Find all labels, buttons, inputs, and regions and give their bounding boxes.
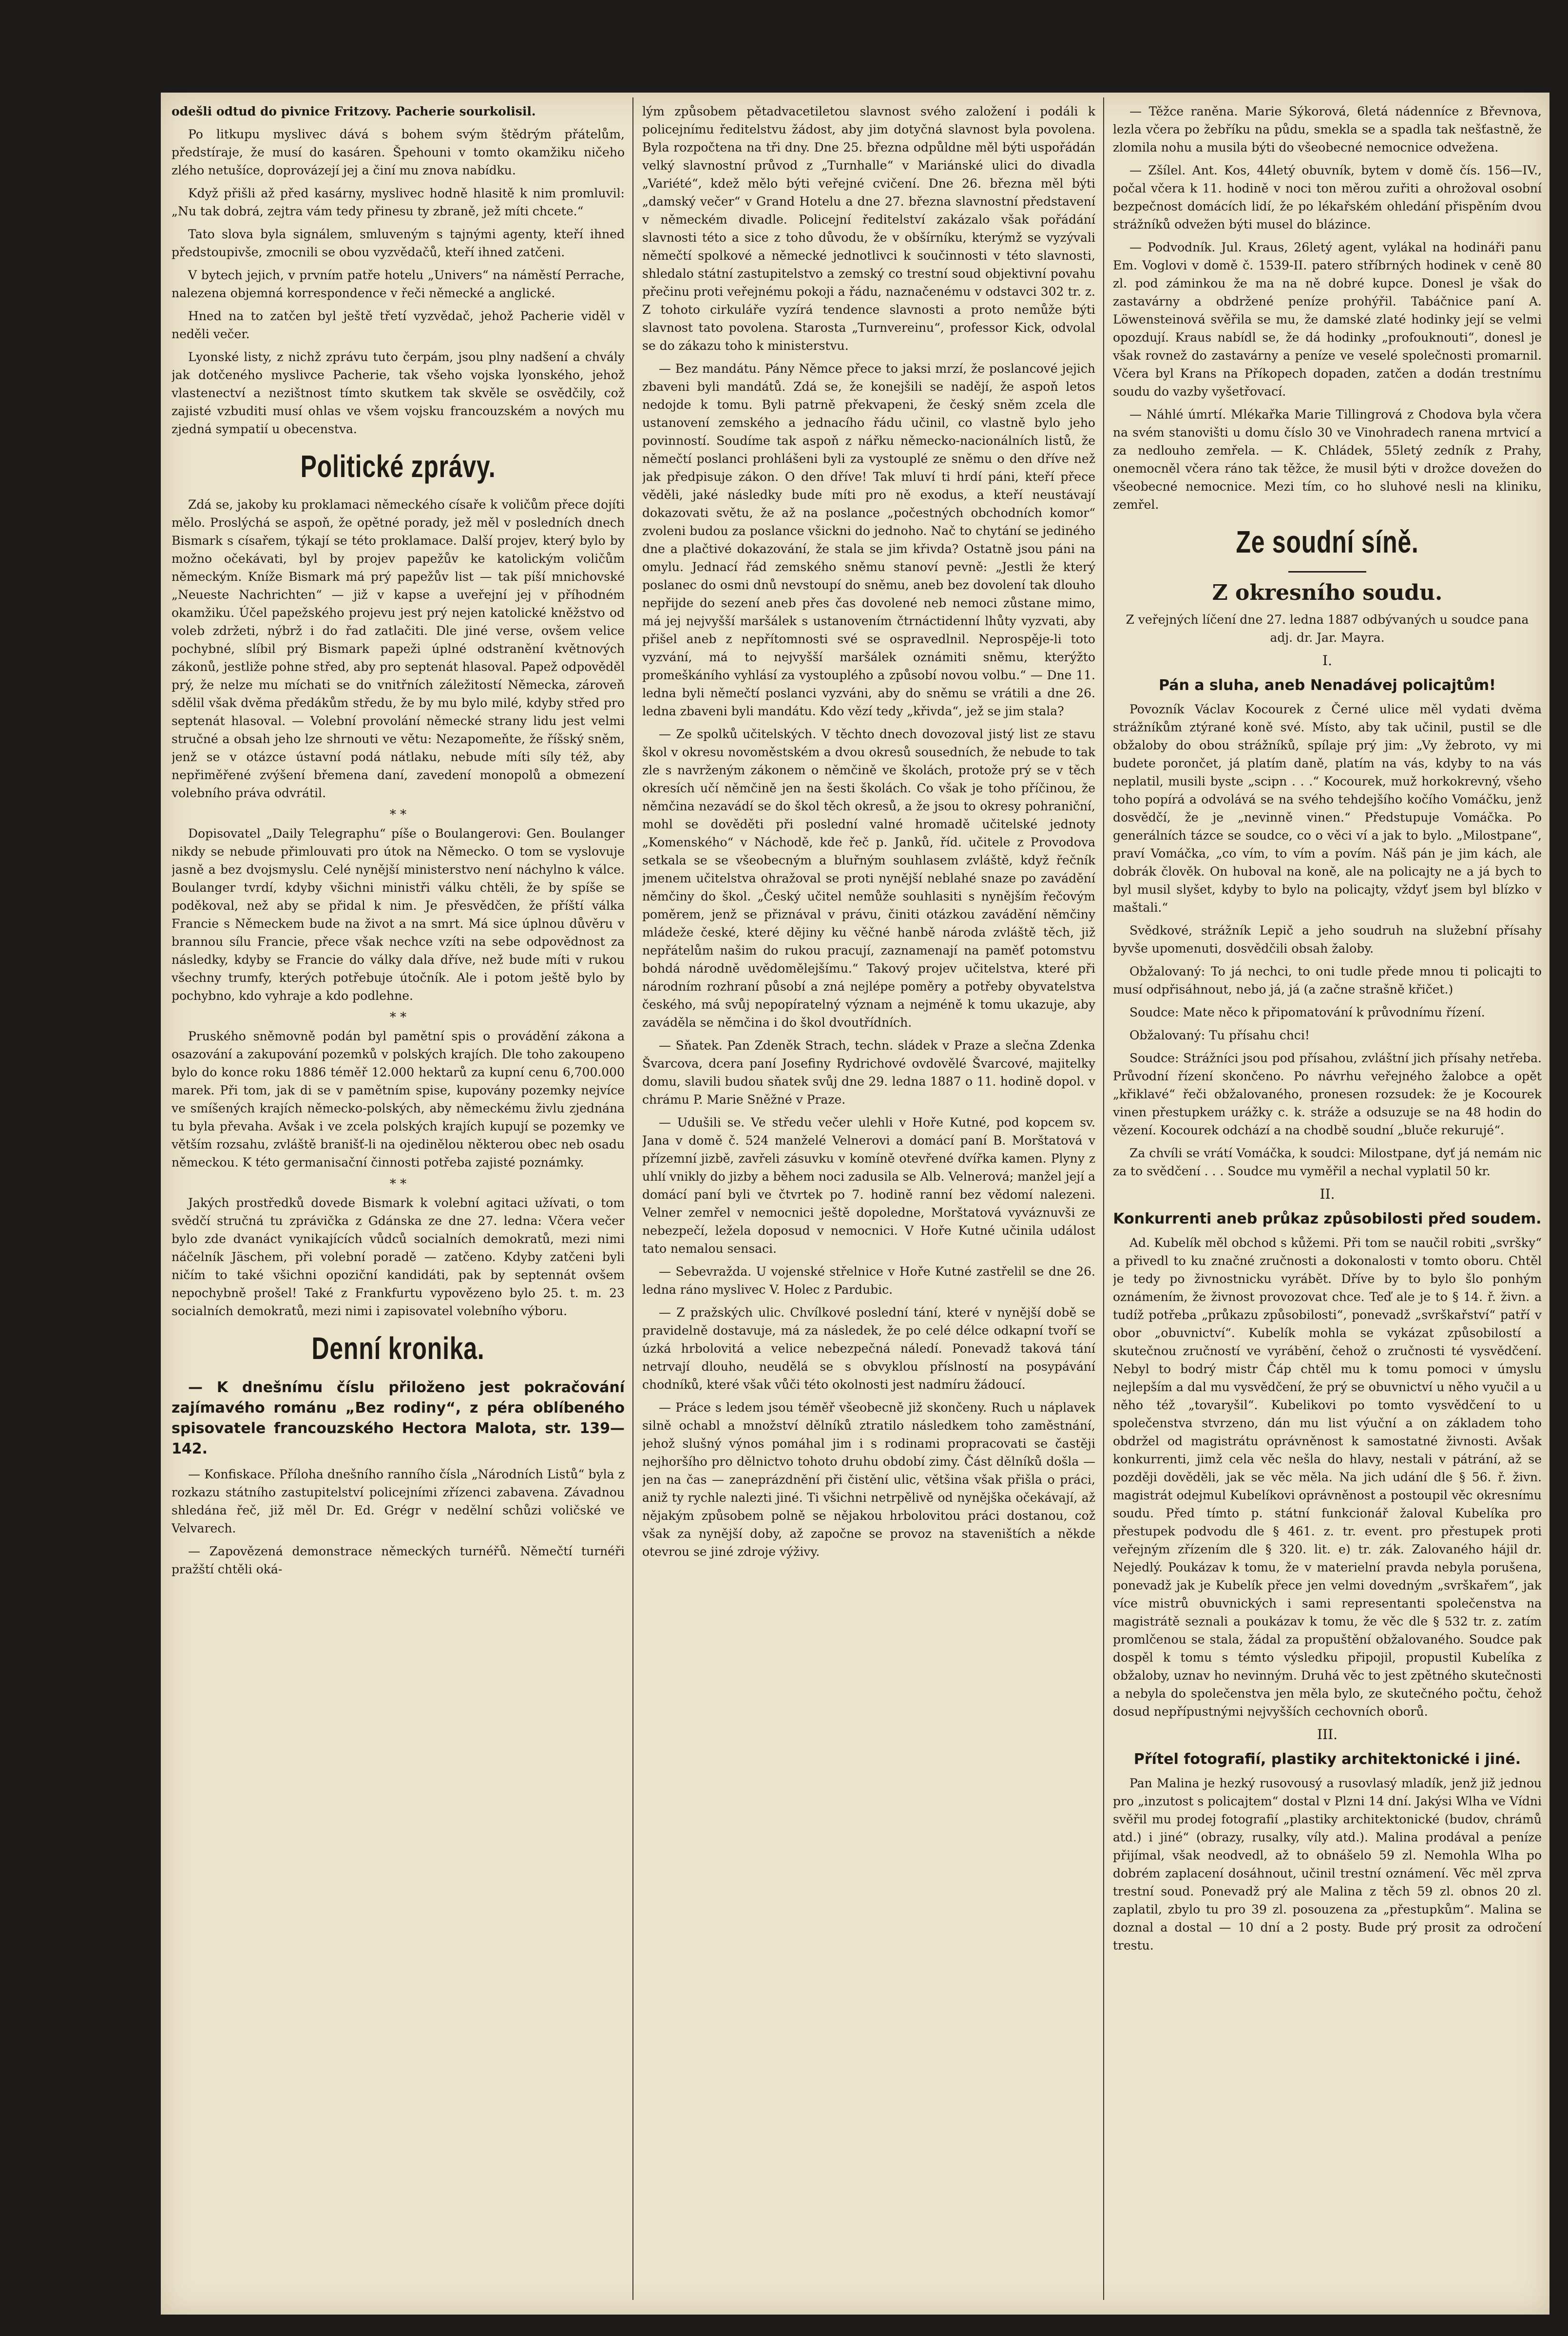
section-heading-ze-soudni-sine: Ze soudní síně. <box>1236 524 1419 559</box>
paragraph: Lyonské listy, z nichž zprávu tuto čerpám, jsou plny nadšení a chvály jak dotčeného myslivce Pacherie, tak všeho vojska lyonského, jehož vlastenectví a nezištnost tímto skutkem tak skvěle se osvědčily, což zajisté vzbuditi musí ohlas ve všem vojsku francouzském a nových mu zjedná sympatií u obecenstva. <box>172 350 625 436</box>
paragraph: odešli odtud do pivnice Fritzovy. Pacherie sourkolisil. <box>172 104 536 118</box>
case-number: II. <box>1319 1186 1335 1202</box>
column-right <box>1113 102 1542 2295</box>
article-heading: Pán a sluha, aneb Nenadávej policajtům! <box>1159 677 1496 694</box>
column-middle <box>642 102 1095 2295</box>
paragraph: Svědkové, strážník Lepič a jeho soudruh na služební přísahy byvše upomenuti, dosvědčili obsah žaloby. <box>1113 923 1542 956</box>
paragraph: — Zapovězená demonstrace německých turnéřů. Němečtí turnéři pražští chtěli oká- <box>172 1544 625 1576</box>
paragraph: Pruského sněmovně podán byl pamětní spis o provádění zákona a osazování a zakupování pozemků v polských krajích. Dle toho zakoupeno bylo do konce roku 1886 téměř 12.000 hektarů za kupní cenu 6,700.000 marek. Při tom, jak di se v pamětním spise, kupovány pozemky nejvíce ve smíšených krajích německo-polských, aby německému živlu zjednána tu byla převaha. Avšak i ve zcela polských krajích kupují se pozemky ve větším rozsahu, zvláště branišť-li na ojedinělou některou obec neb osadu německou. K této germanisační činnosti potřeba zajisté poznámky. <box>172 1029 625 1169</box>
paragraph: lým způsobem pětadvacetiletou slavnost svého založení i podáli k policejnímu ředitelstvu žádost, aby jim dotyčná slavnost byla povolena. Byla rozpočtena na tři dny. Dne 25. března odpůldne měl býti uspořádán velký slavnostní průvod z „Turnhalle“ v Mariánské ulici do divadla „Variété“, kdež mělo býti veřejné cvičení. Dne 26. března měl býti „damský večer“ v Grand Hotelu a dne 27. března slavnostní představení v německém divadle. Policejní ředitelství zakázalo však pořádání slavnosti této a sice z toho důvodu, že v obšírníku, kterýmž se vyzývali němečtí spolkové a německé jednotlivci k součinnosti v této slavnosti, shledalo státní zastupitelstvo a zemský co trestní soud objektivní povahu přečinu proti veřejnému pokoji a řádu, naznačenému v odstavci 302 tr. z. Z tohoto cirkuláře vyzírá tendence slavnosti a proto nemůže býti slavnost tato povolena. Starosta „Turnvereinu“, professor Kick, odvolal se do zákazu toho k ministerstvu. <box>642 104 1095 353</box>
paragraph: — Ze spolků učitelských. V těchto dnech dovozoval jistý list ze stavu škol v okresu novoměstském a dvou okresů sousedních, že nebude to tak zle s navrženým zákonem o němčině ve školách, protože prý se v těch okresích učí němčině jen na šesti školách. Co však je toho příčinou, že němčina nezavádí se do škol těch okresů, a že jsou to okresy pohraniční, mohl se dověděti při poslední valné hromadě učitelské jednoty „Komenského“ v Náchodě, kde řeč p. Janků, říd. učitele z Provodova setkala se se všeobecným a bluřným souhlasem zvláště, když řečník jmenem učitelstva ohražoval se proti nynější neblahé snaze po zavádění němčiny do škol. „Český učitel nemůže souhlasiti s nynějším řečovým poměrem, jenž se přiznával v právu, činiti otázkou zavádění němčiny mládeže české, které dějiny ku věčné hanbě národa zvláště těch, již nepřátelům našim do rukou pracují, zaznamenají na paměť potomstvu bohdá národně uvědomělejšímu.“ Takový projev učitelstva, které při národním rozhraní působí a zná nejlépe poměry a potřeby obyvatelstva českého, má svůj nepopíratelný význam a nejméně k tomu ukazuje, aby zaváděla se němčina i do škol dvoutřídních. <box>642 727 1095 1030</box>
paragraph: — Sňatek. Pan Zdeněk Strach, techn. sládek v Praze a slečna Zdenka Švarcova, dcera paní Josefiny Rydrichové ovdovělé Švarcové, majitelky domu, slavili budou sňatek svůj dne 29. ledna 1887 o 11. hodině dopol. v chrámu P. Marie Sněžné v Praze. <box>642 1038 1095 1107</box>
paragraph: — Podvodník. Jul. Kraus, 26letý agent, vylákal na hodináři panu Em. Voglovi v domě č. 1539-II. patero stříbrných hodinek v ceně 80 zl. pod záminkou že ma na ně dobré kupce. Donesl je však do zastavárny a obdržené peníze prohýřil. Tabáčnice paní A. Löwensteinová svěřila se mu, že damské zlaté hodinky její se velmi opozdují. Kraus nabídl se, že dá hodinky „profouknouti“, donesl je však rovnež do zastavárny a peníze ve veselé společnosti promarnil. Včera byl Krans na Příkopech dopaden, zatčen a dodán trestnímu soudu do vazby vyšetřovací. <box>1113 240 1542 399</box>
paragraph: Zdá se, jakoby ku proklamaci německého císaře k voličům přece dojíti mělo. Proslýchá se aspoň, že opětné porady, jež měl v posledních dnech Bismark s císařem, týkají se této proklamace. Další projev, který bylo by možno očekávati, byl by projev papežův ke katolickým voličům německým. Kníže Bismark má prý papežův list — tak píší mnichovské „Neueste Nachrichten“ — již v kapse a uveřejní jej v příhodném okamžiku. Účel papežského projevu jest prý nejen katolické kněžstvo od voleb zdržeti, nýbrž i do řad zatlačiti. Dle jiné verse, ovšem velice pochybné, slíbil prý Bismark papeži úplné odstranění květnových zákonů, jestliže pohne střed, aby pro septenát hlasoval. Papež odpověděl prý, že nelze mu míchati se do vnitřních záležitostí Německa, zároveň sdělil však dvěma předákům středu, že by mu bylo milé, kdyby střed pro septenát hlasoval. — Volební provolání německé strany lidu jest velmi stručné a obsah jeho lze shrnouti ve větu: Nezapomeňte, že říšský sněm, jenž se v otázce ústavní podá nátlaku, nebude míti síly též, aby nepřiměřené zvýšení břemena daní, zavedení monopolů a obmezení volebního práva odvrátil. <box>172 498 625 800</box>
section-heading-politicke-zpravy: Politické zprávy. <box>300 449 496 484</box>
paragraph: Dopisovatel „Daily Telegraphu“ píše o Boulangerovi: Gen. Boulanger nikdy se nebude přimlouvati pro útok na Německo. O tom se vyslovuje jasně a bez dvojsmyslu. Celé nynější ministerstvo není náchylno k válce. Boulanger tvrdí, kdyby všichni ministři válku chtěli, že by spíše se poděkoval, než aby se přidal k nim. Je přesvědčen, že příští válka Francie s Německem bude na život a na smrt. Má sice úplnou důvěru v brannou sílu Francie, přece však nechce vzíti na sebe odpovědnost za následky, kdyby se Francie do války dala dříve, než bude míti v rukou všechny trumfy, kterých potřebuje útočník. Ale i potom ještě bylo by pochybno, kdo vyhraje a kdo podlehne. <box>172 826 625 1003</box>
paragraph: Tato slova byla signálem, smluveným s tajnými agenty, kteří ihned předstoupivše, zmocnili se obou vyzvědačů, kteří ihned zatčeni. <box>172 227 625 259</box>
paragraph: Když přišli až před kasárny, myslivec hodně hlasitě k nim promluvil: „Nu tak dobrá, zejtra vám tedy přinesu ty zbraně, jež míti chcete.“ <box>172 186 625 218</box>
paragraph: Obžalovaný: To já nechci, to oni tudle přede mnou ti policajti to musí odpřisáhnout, nebo já, já (a začne strašně křičet.) <box>1113 964 1542 996</box>
paragraph: Povozník Václav Kocourek z Černé ulice měl vydati dvěma strážníkům ztýrané koně své. Místo, aby tak učinil, pustil se dle obžaloby do obou strážníků, spílaje prý jim: „Vy žebroto, vy mi budete porončet, já platím daně, platím na vás, kdyby to na vás neplatil, musili byste „scipn . . .“ Kocourek, muž horkokrevný, všeho toho popírá a odvolává se na svého tehdejšího kočího Vomáčku, jenž dosvědčí, že je „nevinně vinen.“ Předstupuje Vomáčka. Po generálních tázce se soudce, co o věci ví a jak to bylo. „Milostpane“, praví Vomáčka, „co vím, to vím a povím. Náš pán je jim kách, ale dobrák člověk. On huboval na koně, ale na policajty ne a já bych to byl musil slyšet, kdyby to bylo na policajty, vždyť jsem byl blízko v maštali.“ <box>1113 702 1542 915</box>
paragraph: Obžalovaný: Tu přísahu chci! <box>1129 1028 1310 1042</box>
paragraph: — Sebevražda. U vojenské střelnice v Hoře Kutné zastřelil se dne 26. ledna ráno myslivec V. Holec z Pardubic. <box>642 1264 1095 1297</box>
paragraph: Hned na to zatčen byl ještě třetí vyzvědač, jehož Pacherie viděl v neděli večer. <box>172 309 625 341</box>
paragraph: Po litkupu myslivec dává s bohem svým štědrým přátelům, předstíraje, že musí do kasáren. Špehouni v tomto okamžiku ničeho zlého netušíce, doprovázejí jej a činí mu znova nabídku. <box>172 127 625 177</box>
paragraph: Z veřejných líčení dne 27. ledna 1887 odbývaných u soudce pana adj. dr. Jar. Mayra. <box>1126 613 1529 645</box>
separator-stars: * * <box>389 1177 407 1191</box>
article-heading: Konkurrenti aneb průkaz způsobilosti před soudem. <box>1113 1210 1542 1227</box>
paragraph: — Udušili se. Ve středu večer ulehli v Hoře Kutné, pod kopcem sv. Jana v domě č. 524 manželé Velnerovi a domácí paní B. Morštatová v přízemní jizbě, zavřeli zásuvku v komíně otevřené dvířka kamen. Plyny z uhlí vnikly do jizby a během noci zadusila se Alb. Velnerová; manžel její a domácí paní byli ve čtvrtek po 7. hodině ranní bez vědomí nalezeni. Velner zemřel v nemocnici ještě dopoledne, Morštatová vyváznuvši ze nebezpečí, ležela doposud v nemocnici. V Hoře Kutné učinila událost tato nemalou sensaci. <box>642 1115 1095 1256</box>
column-rule <box>632 97 633 2300</box>
paragraph: Za chvíli se vrátí Vomáčka, k soudci: Milostpane, dyť já nemám nic za to svědčení . . . Soudce mu vyměřil a nechal vyplatil 50 kr. <box>1113 1146 1542 1178</box>
supplement-notice: — K dnešnímu číslu přiloženo jest pokračování zajímavého románu „Bez rodiny“, z péra oblíbeného spisovatele francouzského Hectora Malota, str. 139—142. <box>172 1379 625 1457</box>
paragraph: — Náhlé úmrtí. Mlékařka Marie Tillingrová z Chodova byla včera na svém stanovišti u domu číslo 30 ve Vinohradech ranena mrtvicí a za nedlouho zemřela. — K. Chládek, 55letý zedník z Prahy, onemocněl včera ráno tak těžce, že musil býti v drožce dovežen do všeobecné nemocnice. Mezi tím, co ho sluhové nesli na kliniku, zemřel. <box>1113 407 1542 512</box>
paragraph: — Konfiskace. Příloha dnešního ranního čísla „Národních Listů“ byla z rozkazu státního zastupitelství policejními zřízenci zabavena. Závadnou shledána řeč, již měl Dr. Ed. Grégr v nedělní schůzi voličské ve Velvarech. <box>172 1467 625 1535</box>
case-number: I. <box>1322 652 1332 669</box>
article-heading: Přítel fotografií, plastiky architektonické i jiné. <box>1133 1751 1521 1768</box>
paragraph: — Bez mandátu. Pány Němce přece to jaksi mrzí, že poslancové jejich zbaveni byli mandátů. Zdá se, že konejšili se nadějí, že aspoň letos nedojde k tomu. Byli patrně překvapeni, že český sněm zcela dle ustanovení zemského a jednacího řádu učinil, co vlastně bylo jeho povinností. Soudíme tak aspoň z nářku německo-nacionálních listů, že němečtí poslanci prohlášeni byli za vystouplé ze sněmu o den dříve než jak předpisuje zákon. O den dříve! Tak mluví ti hrdí páni, kteří přece věděli, jaké následky bude míti pro ně exodus, a kteří neustávají dokazovati světu, že až na poslance „počestných obchodních komor“ zvoleni budou za poslance všickni do jednoho. Nač to chytání se jediného dne a plačtivé dokazování, že stala se jim křivda? Ostatně jsou páni na omylu. Jednací řád zemského sněmu stanoví pevně: „Jestli že který poslanec do osmi dnů nevstoupí do sněmu, aneb bez dovolení tak dlouho nepřijde do sezení aneb přes čas dovolené neb nemoci zůstane mimo, má jej nejvyšší maršálek s ustanovením čtrnáctidenní lhůty vyzvati, aby přišel aneb z nepřítomnosti své se ospravedlnil. Neprospěje-li toto vyzvání, má to nejvyšší maršálek oznámiti sněmu, kterýžto promeškáního vyhlásí za vystouplého a způsobí novou volbu.“ — Dne 11. ledna byli němečtí poslanci vyzváni, aby do sněmu se vrátili a dne 26. ledna zbaveni byli mandátu. Kdo vězí tedy „křivda“, jež se jim stala? <box>642 362 1095 718</box>
section-heading-denni-kronika: Denní kronika. <box>311 1331 485 1366</box>
paragraph: — Těžce raněna. Marie Sýkorová, 6letá nádenníce z Břevnova, lezla včera po žebříku na půdu, smekla se a spadla tak nešťastně, že zlomila nohu a musila býti do všeobecné nemocnice odvežena. <box>1113 104 1542 154</box>
paragraph: — Práce s ledem jsou téměř všeobecně již skončeny. Ruch u náplavek silně ochabl a množství dělníků ztratilo následkem toho zaměstnání, jehož slušný výnos pomáhal jim i s rodinami propracovati se častěji nejhoršího pro dělnictvo tohoto druhu období zimy. Část dělníků došla — jen na čas — zaneprázdnění při čistění ulic, většina však přišla o práci, aniž ty rychle nalezti jiné. Ti všichni netrpělivě od nynějška očekávají, až nějakým způsobem polně se nějakou hrbolovitou práci dostanou, což však za nynější doby, až započne se provoz na staveništích a někde otevrou se jiné zdroje výživy. <box>642 1400 1095 1559</box>
paragraph: Soudce: Mate něco k připomatování k průvodnímu řízení. <box>1129 1005 1485 1019</box>
separator-stars: * * <box>389 807 407 822</box>
paragraph: Jakých prostředků dovede Bismark k volební agitaci užívati, o tom svědčí stručná tu zprávička z Gdánska ze dne 27. ledna: Včera večer bylo zde dvanáct vynikajících vůdců socialních demokratů, mezi nimi náčelník Jäschem, při volební poradě — zatčeno. Kdyby zatčeni byli ničím to také všichni opoziční kandidáti, pak by septennát ovšem nepochybně prošel! Také z Frankfurtu vypovězeno bylo 25. t. m. 23 socialních demokratů, mezi nimi i zapisovatel volebního výboru. <box>172 1196 625 1318</box>
divider <box>1288 571 1366 573</box>
paragraph: — Zšílel. Ant. Kos, 44letý obuvník, bytem v domě čís. 156—IV., počal včera k 11. hodině v noci ton měrou zuřiti a ohrožoval osobní bezpečnost domácích lidí, že po lékařském ohledání přispěním dvou strážníků odvežen býti musel do blázince. <box>1113 163 1542 231</box>
paragraph: — Z pražských ulic. Chvílkové poslední tání, které v nynější době se pravidelně dostavuje, má za následek, že po celé délce odkapní tvoří se úzká hrbolovitá a velice nebezpečná náledí. Ponevadž taková tání netrvají dlouho, neudělá se s obvyklou příslností na posypávání chodníků, které však vůči této okolnosti jest nadmíru žádoucí. <box>642 1305 1095 1392</box>
paragraph: Soudce: Strážníci jsou pod přísahou, zvláštní jich přísahy netřeba. Průvodní řízení skončeno. Po návrhu veřejného žalobce a opět „křiklavé“ řeči obžalovaného, pronesen rozsudek: že je Kocourek vinen přestupkem urážky c. k. stráže a odsuzuje se na 48 hodin do vězení. Kocourek odchází a na chodbě soudní „bluče rekurujé“. <box>1113 1051 1542 1137</box>
newspaper-page <box>161 93 1549 2315</box>
paragraph: V bytech jejich, v prvním patře hotelu „Univers“ na náměstí Perrache, nalezena objemná korrespondence v řeči německé a anglické. <box>172 268 625 300</box>
column-left <box>172 102 625 2295</box>
subsection-heading-okresni-soud: Z okresního soudu. <box>1212 580 1443 605</box>
column-rule <box>1103 97 1104 2300</box>
separator-stars: * * <box>389 1010 407 1025</box>
paragraph: Ad. Kubelík měl obchod s kůžemi. Při tom se naučil robiti „svršky“ a přivedl to ku značné zručnosti a dokonalosti v tomto oboru. Chtěl je tedy po živnostnicku vyrábět. Dříve by to bylo šlo ponhým oznámením, že živnost provozovat chce. Teď ale je to § 14. ř. živn. a tudíž potřeba „průkazu způsobilosti“, ponevadž „svrškařství“ patří v obor „obuvnictví“. Kubelík mohla se vykázat způsobilostí a skutečnou zručností ve vyrábění, čehož o zručnosti té vysvědčení. Nebyl to bodrý mistr Čáp chtěl mu k tomu pomoci v úmyslu nejlepším a dal mu vysvědčení, že prý se obuvnictví u něho vyučil a u něho též „tovaryšil“. Kubelikovi po tomto vysvědčení to u společenstva stvrzeno, dán mu list výuční a on základem toho obdržel od magistrátu oprávněnost k samostatné živnosti. Avšak konkurrenti, jimž cela věc nešla do hlavy, nestali v pátrání, až se později dověděli, jak se věc měla. Na jich udání dle § 56. ř. živn. magistrát odejmul Kubelíkovi oprávněnost a postoupil věc okresnímu soudu. Před tímto p. státní funkcionář žaloval Kubelíka pro přestupek podvodu dle § 461. z. tr. event. pro přestupek proti veřejným zřízením dle § 320. lit. e) tr. zák. Zalovaného hájil dr. Nejedlý. Poukázav k tomu, že v materielní pravda nebyla porušena, ponevadž jak je Kubelík přece jen velmi dovedným „svrškařem“, jak více mistrů obuvnických i sami representanti společenstva na magistrátě seznali a poukázav k tomu, že věc dle § 532 tr. z. zatím promlčenou se stala, žádal za propuštění obžalovaného. Soudce pak dospěl k tomu s témto výsledku připojil, propustil Kubelíka z obžaloby, uznav ho nevinným. Druhá věc to jest zpětného skutečnosti a nebyla do společenstva jen měla bylo, ze skutečného počtu, čehož dosud nepřípustnými nejvyšších cechovních oborů. <box>1113 1236 1542 1719</box>
paragraph: Pan Malina je hezký rusovousý a rusovlasý mladík, jenž již jednou pro „inzutost s policajtem“ dostal v Plzni 14 dní. Jakýsi Wlha ve Vídni svěřil mu prodej fotografií „plastiky architektonické (budov, chrámů atd.) i jiné“ (obrazy, rusalky, víly atd.). Malina prodával a peníze přijímal, však neodvedl, až to obnášelo 59 zl. Nemohla Wlha po dobrém zaplacení dosáhnout, učinil trestní oznámení. Věc měl zprva trestní soud. Ponevadž prý ale Malina z těch 59 zl. obnos 20 zl. zaplatil, zbylo tu pro 39 zl. posouzena za „přestupkům“. Malina se doznal a dostal — 10 dní a 2 posty. Bude prý prosit za odročení trestu. <box>1113 1776 1542 1953</box>
case-number: III. <box>1317 1726 1338 1742</box>
